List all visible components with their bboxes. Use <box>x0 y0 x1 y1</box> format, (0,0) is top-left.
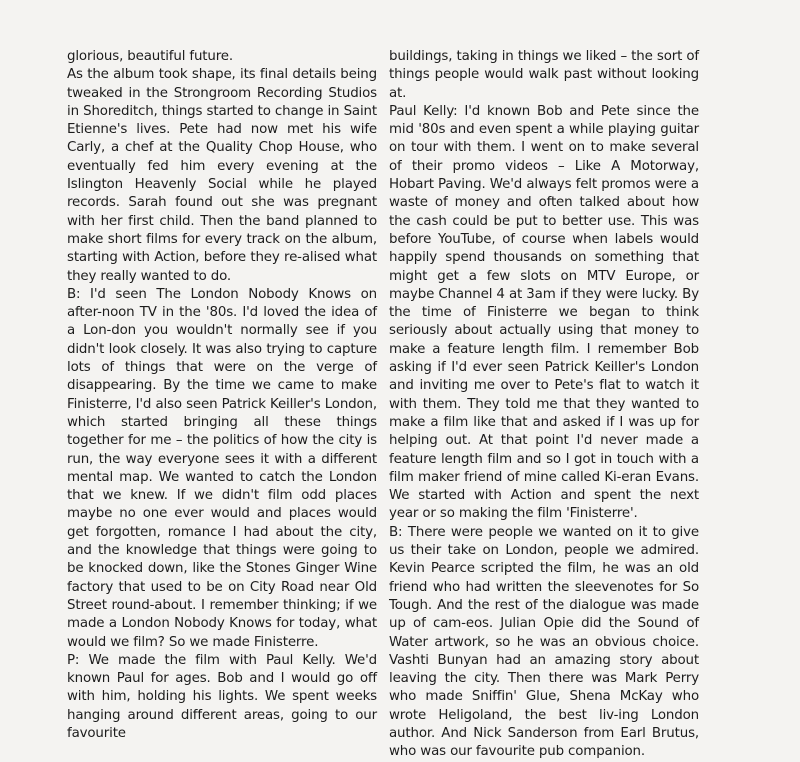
paragraph: Paul Kelly: I'd known Bob and Pete since the mid '80s and even spent a while playing guitar on tour with them. I went on to make several of their promo videos – Like A Motorway, Hobart Paving. We'd always felt promos were a waste of money and often talked about how the cash could be put to better use. This was before YouTube, of course when labels would happily spend thousands on something that might get a few slots on MTV Europe, or maybe Channel 4 at 3am if they were lucky. By the time of Finisterre we began to think seriously about actually using that money to make a feature length film. I remember Bob asking if I'd ever seen Patrick Keiller's London and inviting me over to Pete's flat to watch it with them. They told me that they wanted to make a film like that and asked if I was up for helping out. At that point I'd never made a feature length film and so I got in touch with a film maker friend of mine called Ki-eran Evans. We started with Action and spent the next year or so making the film 'Finisterre'. <box>389 103 699 522</box>
left-text-column <box>67 48 377 743</box>
paragraph: B: I'd seen The London Nobody Knows on after-noon TV in the '80s. I'd loved the idea of a Lon-don you wouldn't normally see if you didn't look closely. It was also trying to capture lots of things that were on the verge of disappearing. By the time we came to make Finisterre, I'd also seen Patrick Keiller's London, which started bringing all these things together for me – the politics of how the city is run, the way everyone sees it with a different mental map. We wanted to catch the London that we knew. If we didn't film odd places maybe no one ever would and places would get forgotten, romance I had about the city, and the knowledge that things were going to be knocked down, like the Stones Ginger Wine factory that used to be on City Road near Old Street round-about. I remember thinking; if we made a London Nobody Knows for today, what would we film? So we made Finisterre. <box>67 286 377 650</box>
paragraph: buildings, taking in things we liked – the sort of things people would walk past without looking at. <box>389 49 699 101</box>
paragraph: P: We made the film with Paul Kelly. We'd known Paul for ages. Bob and I would go off with him, holding his lights. We spent weeks hanging around different areas, going to our favourite <box>67 652 377 741</box>
paragraph: glorious, beautiful future. <box>67 49 233 64</box>
paragraph: As the album took shape, its final details being tweaked in the Strongroom Recording Studios in Shoreditch, things started to change in Saint Etienne's lives. Pete had now met his wife Carly, a chef at the Quality Chop House, who eventually fed him every evening at the Islington Heavenly Social while he played records. Sarah found out she was pregnant with her first child. Then the band planned to make short films for every track on the album, starting with Action, before they re-alised what they really wanted to do. <box>67 67 377 284</box>
right-text-column <box>389 48 699 762</box>
paragraph: B: There were people we wanted on it to give us their take on London, people we admired. Kevin Pearce scripted the film, he was an old friend who had written the sleevenotes for So Tough. And the rest of the dialogue was made up of cam-eos. Julian Opie did the Sound of Water artwork, so he was an obvious choice. Vashti Bunyan had an amazing story about leaving the city. Then there was Mark Perry who made Sniffin' Glue, Shena McKay who wrote Heligoland, the best liv-ing London author. And Nick Sanderson from Earl Brutus, who was our favourite pub companion. <box>389 524 699 760</box>
